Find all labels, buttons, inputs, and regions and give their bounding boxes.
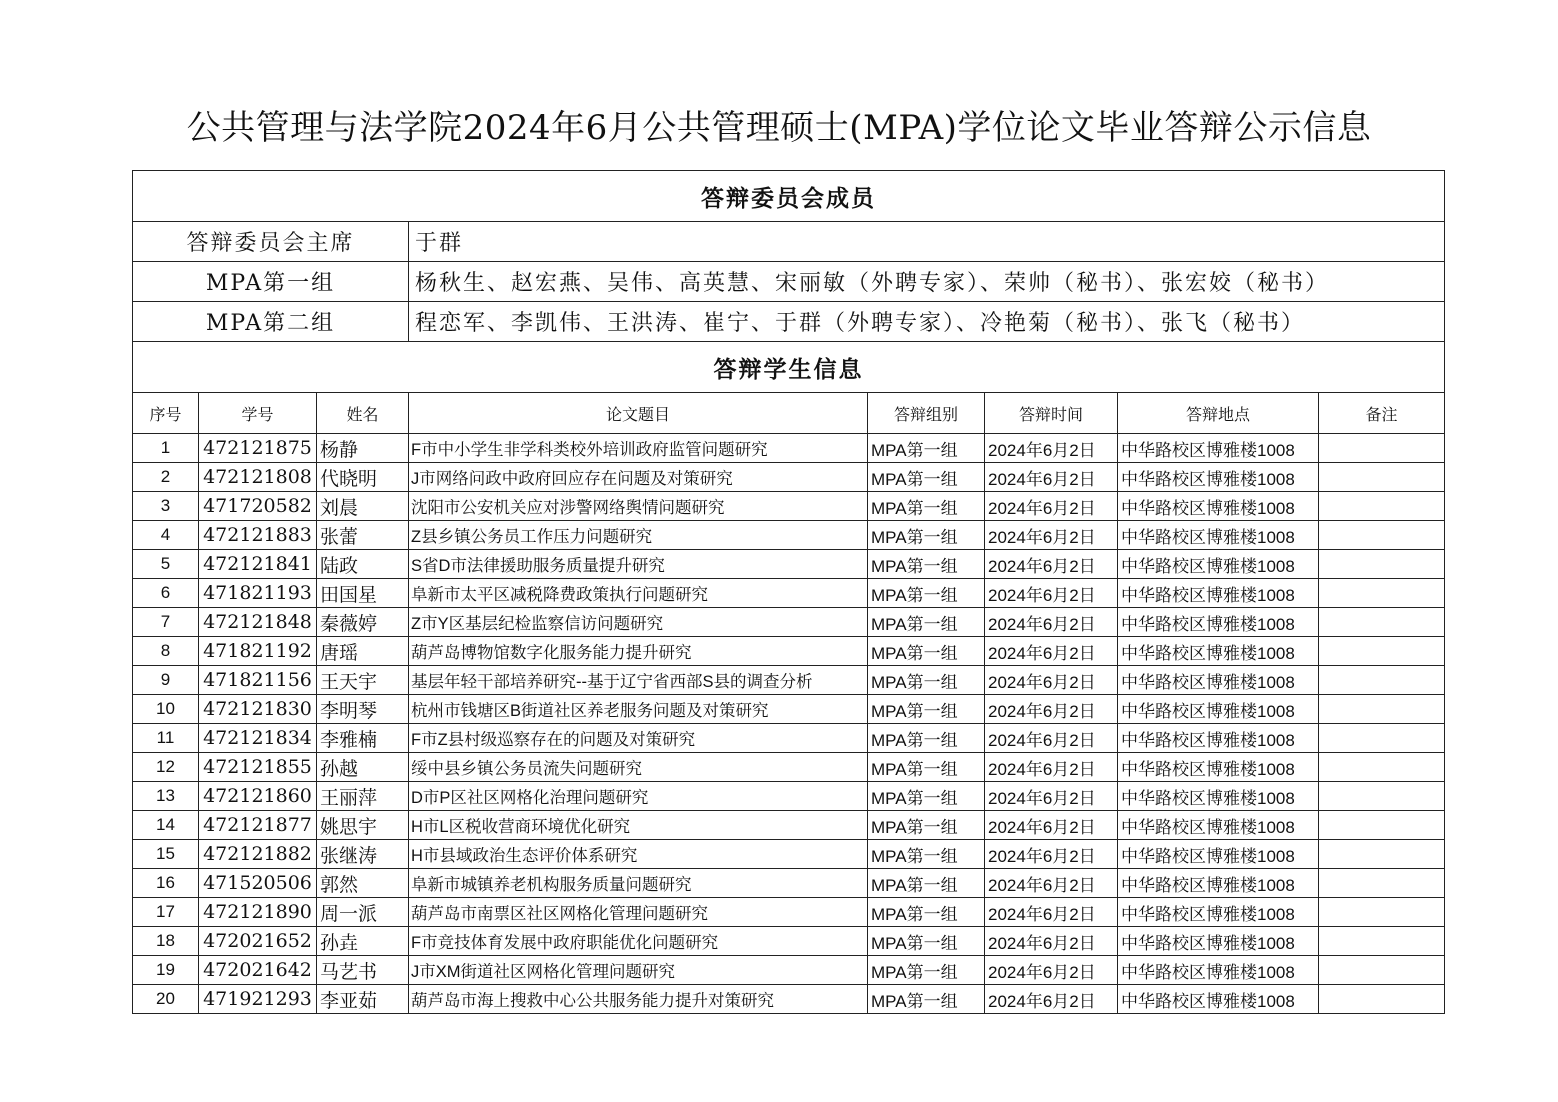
cell-time: 2024年6月2日 bbox=[985, 811, 1118, 840]
cell-student-id: 472121848 bbox=[199, 608, 317, 637]
cell-topic: 葫芦岛市南票区社区网格化管理问题研究 bbox=[409, 898, 868, 927]
cell-location: 中华路校区博雅楼1008 bbox=[1118, 985, 1319, 1014]
cell-time: 2024年6月2日 bbox=[985, 521, 1118, 550]
cell-note bbox=[1319, 579, 1445, 608]
cell-student-id: 472121834 bbox=[199, 724, 317, 753]
cell-location: 中华路校区博雅楼1008 bbox=[1118, 492, 1319, 521]
cell-time: 2024年6月2日 bbox=[985, 608, 1118, 637]
cell-student-id: 471520506 bbox=[199, 869, 317, 898]
cell-location: 中华路校区博雅楼1008 bbox=[1118, 579, 1319, 608]
cell-topic: J市XM街道社区网格化管理问题研究 bbox=[409, 956, 868, 985]
cell-group: MPA第一组 bbox=[868, 579, 985, 608]
cell-location: 中华路校区博雅楼1008 bbox=[1118, 666, 1319, 695]
cell-time: 2024年6月2日 bbox=[985, 579, 1118, 608]
cell-name: 孙垚 bbox=[317, 927, 409, 956]
cell-time: 2024年6月2日 bbox=[985, 985, 1118, 1014]
cell-time: 2024年6月2日 bbox=[985, 492, 1118, 521]
table-header-row bbox=[133, 393, 1445, 434]
table-row bbox=[133, 724, 1445, 753]
page-title: 公共管理与法学院2024年6月公共管理硕士(MPA)学位论文毕业答辩公示信息 bbox=[186, 108, 1372, 148]
cell-index: 20 bbox=[133, 985, 199, 1014]
cell-note bbox=[1319, 695, 1445, 724]
cell-name: 孙越 bbox=[317, 753, 409, 782]
cell-note bbox=[1319, 637, 1445, 666]
cell-group: MPA第一组 bbox=[868, 434, 985, 463]
cell-time: 2024年6月2日 bbox=[985, 550, 1118, 579]
cell-student-id: 472121883 bbox=[199, 521, 317, 550]
table-row bbox=[133, 869, 1445, 898]
cell-time: 2024年6月2日 bbox=[985, 956, 1118, 985]
cell-group: MPA第一组 bbox=[868, 811, 985, 840]
cell-name: 王天宇 bbox=[317, 666, 409, 695]
cell-note bbox=[1319, 869, 1445, 898]
committee-label-chair: 答辩委员会主席 bbox=[133, 222, 409, 262]
cell-note bbox=[1319, 608, 1445, 637]
cell-index: 10 bbox=[133, 695, 199, 724]
header-location: 答辩地点 bbox=[1118, 393, 1319, 434]
cell-topic: 葫芦岛博物馆数字化服务能力提升研究 bbox=[409, 637, 868, 666]
cell-location: 中华路校区博雅楼1008 bbox=[1118, 521, 1319, 550]
cell-student-id: 472121882 bbox=[199, 840, 317, 869]
cell-group: MPA第一组 bbox=[868, 840, 985, 869]
cell-location: 中华路校区博雅楼1008 bbox=[1118, 724, 1319, 753]
cell-student-id: 472021642 bbox=[199, 956, 317, 985]
cell-note bbox=[1319, 521, 1445, 550]
cell-student-id: 472121875 bbox=[199, 434, 317, 463]
cell-note bbox=[1319, 782, 1445, 811]
cell-group: MPA第一组 bbox=[868, 724, 985, 753]
cell-time: 2024年6月2日 bbox=[985, 637, 1118, 666]
cell-group: MPA第一组 bbox=[868, 898, 985, 927]
cell-note bbox=[1319, 666, 1445, 695]
cell-group: MPA第一组 bbox=[868, 608, 985, 637]
cell-time: 2024年6月2日 bbox=[985, 869, 1118, 898]
cell-location: 中华路校区博雅楼1008 bbox=[1118, 782, 1319, 811]
table-row bbox=[133, 492, 1445, 521]
students-section-title: 答辩学生信息 bbox=[133, 342, 1445, 393]
table-row bbox=[133, 666, 1445, 695]
cell-student-id: 471821192 bbox=[199, 637, 317, 666]
header-time: 答辩时间 bbox=[985, 393, 1118, 434]
cell-name: 郭然 bbox=[317, 869, 409, 898]
header-note: 备注 bbox=[1319, 393, 1445, 434]
cell-time: 2024年6月2日 bbox=[985, 666, 1118, 695]
cell-group: MPA第一组 bbox=[868, 753, 985, 782]
cell-location: 中华路校区博雅楼1008 bbox=[1118, 608, 1319, 637]
cell-name: 马艺书 bbox=[317, 956, 409, 985]
cell-topic: F市Z县村级巡察存在的问题及对策研究 bbox=[409, 724, 868, 753]
table-row bbox=[133, 521, 1445, 550]
cell-time: 2024年6月2日 bbox=[985, 695, 1118, 724]
cell-group: MPA第一组 bbox=[868, 492, 985, 521]
cell-note bbox=[1319, 550, 1445, 579]
cell-index: 18 bbox=[133, 927, 199, 956]
cell-topic: F市中小学生非学科类校外培训政府监管问题研究 bbox=[409, 434, 868, 463]
cell-student-id: 471921293 bbox=[199, 985, 317, 1014]
cell-group: MPA第一组 bbox=[868, 782, 985, 811]
defense-table bbox=[132, 170, 1445, 1014]
cell-topic: 葫芦岛市海上搜救中心公共服务能力提升对策研究 bbox=[409, 985, 868, 1014]
table-row bbox=[133, 637, 1445, 666]
cell-name: 田国星 bbox=[317, 579, 409, 608]
cell-time: 2024年6月2日 bbox=[985, 753, 1118, 782]
header-group: 答辩组别 bbox=[868, 393, 985, 434]
cell-note bbox=[1319, 492, 1445, 521]
header-index: 序号 bbox=[133, 393, 199, 434]
cell-group: MPA第一组 bbox=[868, 666, 985, 695]
cell-note bbox=[1319, 927, 1445, 956]
cell-index: 5 bbox=[133, 550, 199, 579]
table-row bbox=[133, 956, 1445, 985]
table-row bbox=[133, 550, 1445, 579]
cell-note bbox=[1319, 463, 1445, 492]
cell-index: 17 bbox=[133, 898, 199, 927]
cell-name: 陆政 bbox=[317, 550, 409, 579]
cell-group: MPA第一组 bbox=[868, 927, 985, 956]
cell-topic: 杭州市钱塘区B街道社区养老服务问题及对策研究 bbox=[409, 695, 868, 724]
cell-index: 15 bbox=[133, 840, 199, 869]
cell-index: 13 bbox=[133, 782, 199, 811]
cell-topic: 阜新市城镇养老机构服务质量问题研究 bbox=[409, 869, 868, 898]
cell-topic: S省D市法律援助服务质量提升研究 bbox=[409, 550, 868, 579]
cell-location: 中华路校区博雅楼1008 bbox=[1118, 695, 1319, 724]
cell-location: 中华路校区博雅楼1008 bbox=[1118, 898, 1319, 927]
committee-label-group2: MPA第二组 bbox=[133, 302, 409, 342]
cell-note bbox=[1319, 898, 1445, 927]
cell-topic: H市县域政治生态评价体系研究 bbox=[409, 840, 868, 869]
table-row bbox=[133, 927, 1445, 956]
table-row bbox=[133, 985, 1445, 1014]
cell-name: 李亚茹 bbox=[317, 985, 409, 1014]
header-name: 姓名 bbox=[317, 393, 409, 434]
cell-topic: 绥中县乡镇公务员流失问题研究 bbox=[409, 753, 868, 782]
cell-name: 张蕾 bbox=[317, 521, 409, 550]
cell-student-id: 472121860 bbox=[199, 782, 317, 811]
cell-topic: D市P区社区网格化治理问题研究 bbox=[409, 782, 868, 811]
cell-note bbox=[1319, 956, 1445, 985]
cell-location: 中华路校区博雅楼1008 bbox=[1118, 434, 1319, 463]
cell-index: 7 bbox=[133, 608, 199, 637]
cell-student-id: 471821193 bbox=[199, 579, 317, 608]
cell-name: 王丽萍 bbox=[317, 782, 409, 811]
cell-group: MPA第一组 bbox=[868, 869, 985, 898]
cell-index: 1 bbox=[133, 434, 199, 463]
cell-name: 张继涛 bbox=[317, 840, 409, 869]
cell-topic: J市网络问政中政府回应存在问题及对策研究 bbox=[409, 463, 868, 492]
table-row bbox=[133, 434, 1445, 463]
cell-location: 中华路校区博雅楼1008 bbox=[1118, 811, 1319, 840]
cell-note bbox=[1319, 811, 1445, 840]
cell-group: MPA第一组 bbox=[868, 463, 985, 492]
table-row bbox=[133, 782, 1445, 811]
cell-time: 2024年6月2日 bbox=[985, 898, 1118, 927]
cell-name: 李雅楠 bbox=[317, 724, 409, 753]
table-row bbox=[133, 695, 1445, 724]
cell-index: 14 bbox=[133, 811, 199, 840]
cell-group: MPA第一组 bbox=[868, 637, 985, 666]
cell-location: 中华路校区博雅楼1008 bbox=[1118, 637, 1319, 666]
cell-note bbox=[1319, 985, 1445, 1014]
cell-name: 唐瑶 bbox=[317, 637, 409, 666]
cell-location: 中华路校区博雅楼1008 bbox=[1118, 927, 1319, 956]
cell-index: 16 bbox=[133, 869, 199, 898]
table-row bbox=[133, 463, 1445, 492]
cell-time: 2024年6月2日 bbox=[985, 840, 1118, 869]
cell-index: 4 bbox=[133, 521, 199, 550]
table-row bbox=[133, 898, 1445, 927]
cell-index: 6 bbox=[133, 579, 199, 608]
committee-members-chair: 于群 bbox=[409, 222, 1445, 262]
cell-note bbox=[1319, 840, 1445, 869]
cell-name: 秦薇婷 bbox=[317, 608, 409, 637]
cell-student-id: 472121890 bbox=[199, 898, 317, 927]
table-row bbox=[133, 608, 1445, 637]
header-topic: 论文题目 bbox=[409, 393, 868, 434]
cell-index: 11 bbox=[133, 724, 199, 753]
cell-name: 周一派 bbox=[317, 898, 409, 927]
cell-group: MPA第一组 bbox=[868, 695, 985, 724]
cell-location: 中华路校区博雅楼1008 bbox=[1118, 753, 1319, 782]
cell-location: 中华路校区博雅楼1008 bbox=[1118, 550, 1319, 579]
cell-topic: H市L区税收营商环境优化研究 bbox=[409, 811, 868, 840]
cell-index: 3 bbox=[133, 492, 199, 521]
cell-student-id: 471720582 bbox=[199, 492, 317, 521]
cell-topic: Z市Y区基层纪检监察信访问题研究 bbox=[409, 608, 868, 637]
header-student-id: 学号 bbox=[199, 393, 317, 434]
cell-location: 中华路校区博雅楼1008 bbox=[1118, 869, 1319, 898]
cell-student-id: 472121841 bbox=[199, 550, 317, 579]
cell-time: 2024年6月2日 bbox=[985, 927, 1118, 956]
cell-location: 中华路校区博雅楼1008 bbox=[1118, 463, 1319, 492]
cell-index: 9 bbox=[133, 666, 199, 695]
cell-note bbox=[1319, 724, 1445, 753]
committee-section-title: 答辩委员会成员 bbox=[133, 171, 1445, 222]
cell-topic: Z县乡镇公务员工作压力问题研究 bbox=[409, 521, 868, 550]
cell-time: 2024年6月2日 bbox=[985, 463, 1118, 492]
cell-name: 刘晨 bbox=[317, 492, 409, 521]
cell-topic: 基层年轻干部培养研究--基于辽宁省西部S县的调查分析 bbox=[409, 666, 868, 695]
cell-group: MPA第一组 bbox=[868, 985, 985, 1014]
cell-name: 李明琴 bbox=[317, 695, 409, 724]
cell-name: 代晓明 bbox=[317, 463, 409, 492]
cell-topic: 阜新市太平区减税降费政策执行问题研究 bbox=[409, 579, 868, 608]
cell-topic: 沈阳市公安机关应对涉警网络舆情问题研究 bbox=[409, 492, 868, 521]
cell-student-id: 472121855 bbox=[199, 753, 317, 782]
table-row bbox=[133, 811, 1445, 840]
table-row bbox=[133, 579, 1445, 608]
committee-members-group2: 程恋军、李凯伟、王洪涛、崔宁、于群（外聘专家）、冷艳菊（秘书）、张飞（秘书） bbox=[409, 302, 1445, 342]
cell-location: 中华路校区博雅楼1008 bbox=[1118, 840, 1319, 869]
cell-student-id: 472121877 bbox=[199, 811, 317, 840]
cell-student-id: 472021652 bbox=[199, 927, 317, 956]
cell-name: 姚思宇 bbox=[317, 811, 409, 840]
cell-note bbox=[1319, 434, 1445, 463]
committee-label-group1: MPA第一组 bbox=[133, 262, 409, 302]
cell-location: 中华路校区博雅楼1008 bbox=[1118, 956, 1319, 985]
cell-index: 12 bbox=[133, 753, 199, 782]
cell-time: 2024年6月2日 bbox=[985, 724, 1118, 753]
cell-group: MPA第一组 bbox=[868, 956, 985, 985]
cell-note bbox=[1319, 753, 1445, 782]
committee-members-group1: 杨秋生、赵宏燕、吴伟、高英慧、宋丽敏（外聘专家）、荣帅（秘书）、张宏姣（秘书） bbox=[409, 262, 1445, 302]
cell-group: MPA第一组 bbox=[868, 521, 985, 550]
cell-student-id: 472121830 bbox=[199, 695, 317, 724]
cell-student-id: 472121808 bbox=[199, 463, 317, 492]
cell-time: 2024年6月2日 bbox=[985, 782, 1118, 811]
table-row bbox=[133, 840, 1445, 869]
table-row bbox=[133, 753, 1445, 782]
cell-name: 杨静 bbox=[317, 434, 409, 463]
cell-index: 8 bbox=[133, 637, 199, 666]
cell-index: 2 bbox=[133, 463, 199, 492]
cell-group: MPA第一组 bbox=[868, 550, 985, 579]
cell-student-id: 471821156 bbox=[199, 666, 317, 695]
cell-index: 19 bbox=[133, 956, 199, 985]
cell-topic: F市竞技体育发展中政府职能优化问题研究 bbox=[409, 927, 868, 956]
cell-time: 2024年6月2日 bbox=[985, 434, 1118, 463]
